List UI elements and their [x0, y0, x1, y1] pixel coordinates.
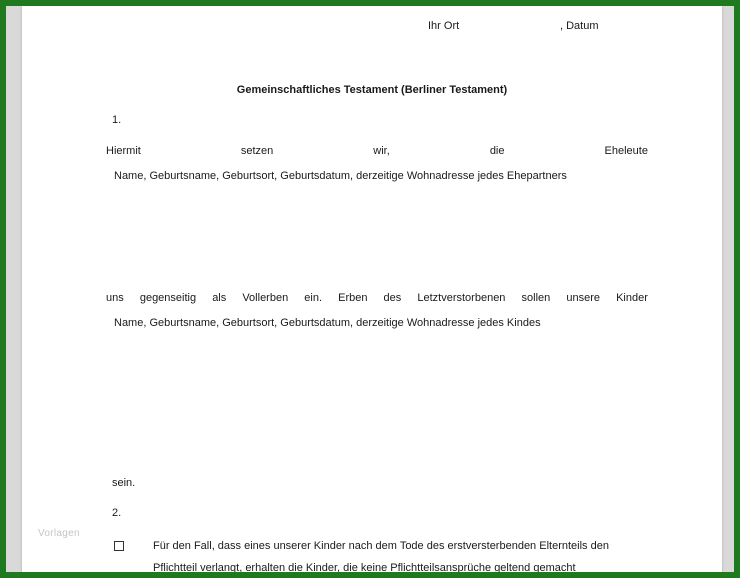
word: Kinder: [616, 292, 648, 304]
word: Letztverstorbenen: [417, 292, 506, 304]
place-placeholder: Ihr Ort: [428, 20, 460, 32]
document-viewer: [6, 6, 734, 572]
document-page: [22, 6, 722, 572]
section-1-line-1: [106, 145, 648, 157]
word: uns: [106, 292, 124, 304]
word: als: [212, 292, 227, 304]
word: unsere: [566, 292, 600, 304]
section-1-line-2: [106, 292, 648, 304]
watermark: Vorlagen: [38, 528, 80, 539]
document-title: Gemeinschaftliches Testament (Berliner Testament): [236, 84, 508, 96]
word: die: [489, 145, 505, 157]
spouses-hint: Name, Geburtsname, Geburtsort, Geburtsdatum, derzeitige Wohnadresse jedes Ehepartners: [114, 170, 567, 182]
word: gegenseitig: [139, 292, 197, 304]
word: Vollerben: [242, 292, 289, 304]
word: Eheleute: [604, 145, 648, 157]
clause-line-2: Pflichtteil verlangt, erhalten die Kinder, die keine Pflichtteilsansprüche geltend gemacht: [153, 562, 576, 572]
clause-checkbox[interactable]: [114, 541, 124, 551]
word: wir,: [373, 145, 390, 157]
word: Hiermit: [106, 145, 141, 157]
clause-line-1: Für den Fall, dass eines unserer Kinder nach dem Tode des erstversterbenden Elternteils den: [153, 540, 609, 552]
section-1-closing: sein.: [112, 477, 136, 489]
word: ein.: [304, 292, 323, 304]
children-hint: Name, Geburtsname, Geburtsort, Geburtsdatum, derzeitige Wohnadresse jedes Kindes: [114, 317, 541, 329]
section-2-number: 2.: [112, 507, 122, 519]
word: Erben: [338, 292, 368, 304]
date-placeholder: , Datum: [560, 20, 599, 32]
word: setzen: [240, 145, 274, 157]
section-1-number: 1.: [112, 114, 122, 126]
word: des: [383, 292, 402, 304]
word: sollen: [521, 292, 551, 304]
